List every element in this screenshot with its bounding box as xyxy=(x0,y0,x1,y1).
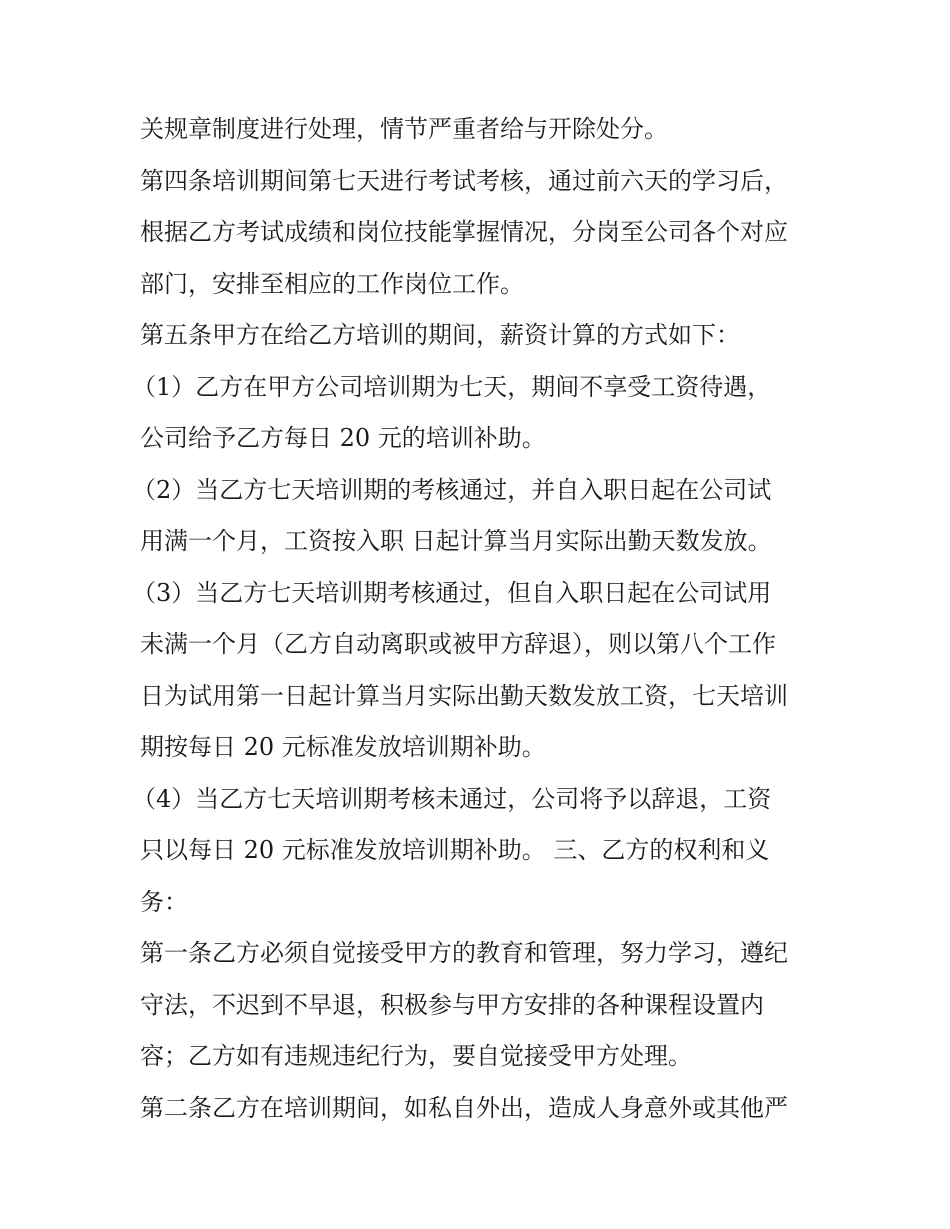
text-line: 部门，安排至相应的工作岗位工作。 xyxy=(140,269,524,298)
clause-3-line: （3）当乙方七天培训期考核通过，但自入职日起在公司试用 xyxy=(132,578,772,607)
clause-4-line: （4）当乙方七天培训期考核未通过，公司将予以辞退，工资 xyxy=(132,784,772,813)
document-body xyxy=(132,104,820,1134)
article-2-line: 第二条乙方在培训期间，如私自外出，造成人身意外或其他严 xyxy=(140,1093,788,1122)
text-line: 未满一个月（乙方自动离职或被甲方辞退），则以第八个工作 xyxy=(140,630,776,658)
article-5-line: 第五条甲方在给乙方培训的期间，薪资计算的方式如下： xyxy=(140,321,740,349)
text-line: 容；乙方如有违规违纪行为，要自觉接受甲方处理。 xyxy=(140,1042,692,1070)
text-line: 务： xyxy=(140,887,188,916)
article-1-line: 第一条乙方必须自觉接受甲方的教育和管理，努力学习，遵纪 xyxy=(140,939,788,967)
text-line: 日为试用第一日起计算当月实际出勤天数发放工资，七天培训 xyxy=(140,681,788,710)
article-4-line: 第四条培训期间第七天进行考试考核，通过前六天的学习后， xyxy=(140,166,788,195)
clause-2-line: （2）当乙方七天培训期的考核通过，并自入职日起在公司试 xyxy=(132,475,772,504)
text-line: 期按每日 20 元标准发放培训期补助。 xyxy=(140,733,546,761)
clause-1-line: （1）乙方在甲方公司培训期为七天，期间不享受工资待遇， xyxy=(132,372,772,401)
text-line: 根据乙方考试成绩和岗位技能掌握情况，分岗至公司各个对应 xyxy=(140,218,788,246)
text-line: 守法，不迟到不早退，积极参与甲方安排的各种课程设置内 xyxy=(140,990,764,1019)
text-line: 只以每日 20 元标准发放培训期补助。 三、乙方的权利和义 xyxy=(140,836,770,864)
text-line: 关规章制度进行处理，情节严重者给与开除处分。 xyxy=(140,115,668,143)
text-line: 用满一个月，工资按入职 日起计算当月实际出勤天数发放。 xyxy=(140,527,772,555)
text-line: 公司给予乙方每日 20 元的培训补助。 xyxy=(140,424,546,452)
